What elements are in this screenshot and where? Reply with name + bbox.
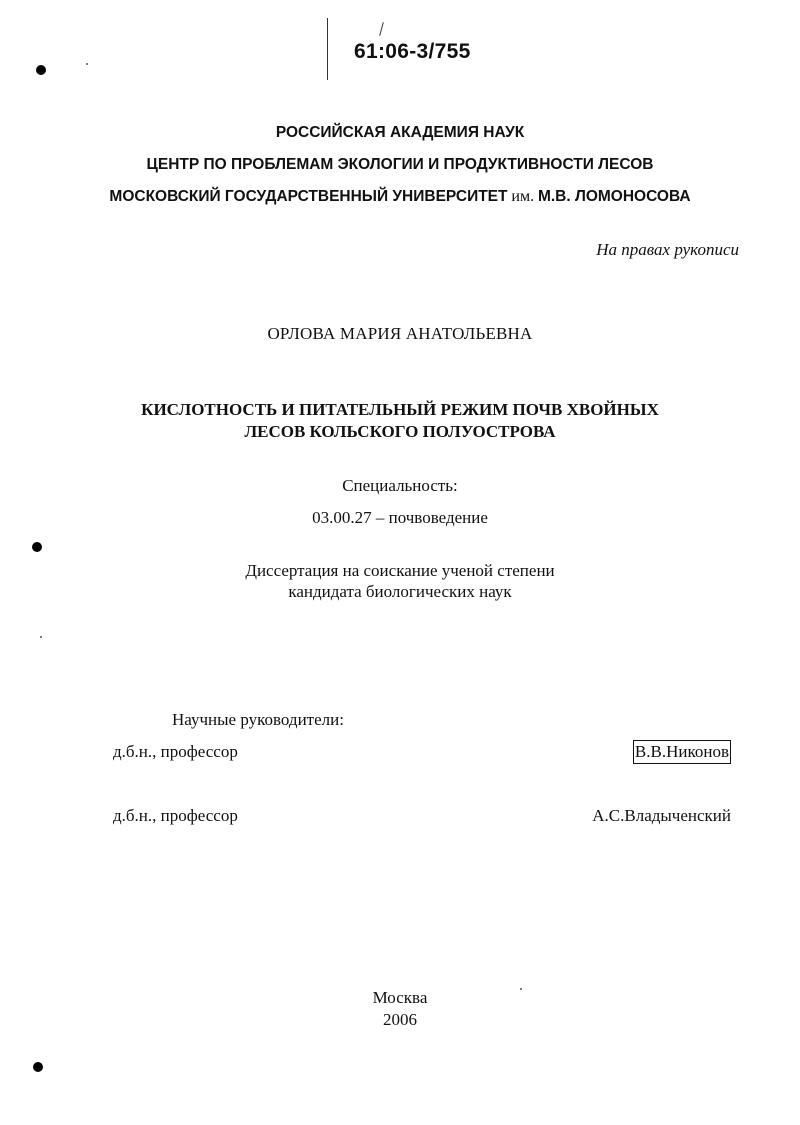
university-im: им. (511, 188, 535, 205)
specialty-value: 03.00.27 – почвоведение (312, 508, 488, 527)
university-name: МОСКОВСКИЙ ГОСУДАРСТВЕННЫЙ УНИВЕРСИТЕТ (109, 188, 508, 205)
supervisor-1-name: В.В.Никонов (633, 740, 731, 764)
supervisor-2-rank: д.б.н., профессор (113, 806, 238, 825)
binder-hole (32, 542, 42, 552)
call-number: 61:06-3/755 (354, 40, 471, 63)
institution-academy: РОССИЙСКАЯ АКАДЕМИЯ НАУК (275, 124, 525, 141)
stamp-stroke (327, 18, 328, 80)
author-name: ОРЛОВА МАРИЯ АНАТОЛЬЕВНА (267, 324, 533, 343)
binder-hole (33, 1062, 43, 1072)
supervisors-label: Научные руководители: (172, 710, 344, 729)
binder-hole (36, 65, 46, 75)
scan-speck (40, 636, 42, 638)
scan-speck (86, 63, 88, 65)
stamp-tick (379, 22, 384, 36)
city: Москва (372, 988, 428, 1007)
institution-center: ЦЕНТР ПО ПРОБЛЕМАМ ЭКОЛОГИИ И ПРОДУКТИВНОСТИ ЛЕСОВ (146, 156, 654, 173)
degree-line-2: кандидата биологических наук (288, 582, 512, 601)
year: 2006 (383, 1010, 417, 1029)
supervisor-2-name: А.С.Владыченский (592, 806, 731, 825)
specialty-label: Специальность: (342, 476, 458, 495)
dissertation-title-line-1: КИСЛОТНОСТЬ И ПИТАТЕЛЬНЫЙ РЕЖИМ ПОЧВ ХВОЙНЫХ (141, 400, 659, 419)
university-honoree: М.В. ЛОМОНОСОВА (537, 188, 691, 205)
supervisor-1-rank: д.б.н., профессор (113, 742, 238, 761)
dissertation-title-line-2: ЛЕСОВ КОЛЬСКОГО ПОЛУОСТРОВА (244, 422, 556, 441)
manuscript-note: На правах рукописи (596, 240, 739, 259)
degree-line-1: Диссертация на соискание ученой степени (245, 561, 555, 580)
institution-university (0, 188, 800, 206)
